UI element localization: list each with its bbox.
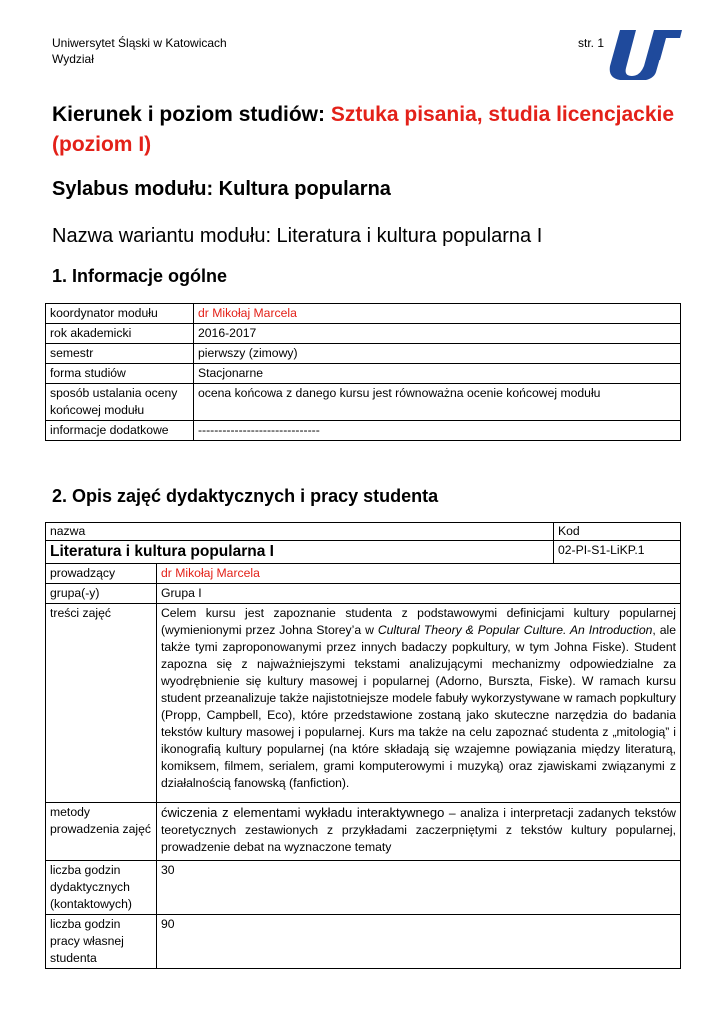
- row-key: treści zajęć: [46, 604, 157, 803]
- row-value: ------------------------------: [194, 421, 681, 441]
- university-logo-icon: [606, 26, 684, 82]
- field-prefix: Kierunek i poziom studiów:: [52, 103, 331, 126]
- row-key: metody prowadzenia zajęć: [46, 803, 157, 861]
- table-row: [46, 384, 681, 421]
- row-value: 2016-2017: [194, 324, 681, 344]
- table-row: [46, 541, 681, 564]
- section1-heading: 1. Informacje ogólne: [52, 266, 228, 286]
- content-text-part1: Celem kursu jest zapoznanie studenta z podstawowymi definicjami kultury popularnej (wymienionymi przez Johna Storey’a w: [161, 606, 676, 637]
- field-of-study-heading: [52, 100, 692, 160]
- table-row: [46, 604, 681, 803]
- variant-heading: Nazwa wariantu modułu: Literatura i kultura popularna I: [52, 225, 543, 247]
- syllabus-heading: Sylabus modułu: Kultura popularna: [52, 178, 391, 200]
- row-key: rok akademicki: [46, 324, 194, 344]
- department-name: Wydział: [52, 52, 94, 66]
- course-name: Literatura i kultura popularna I: [46, 541, 554, 564]
- methods-value: [157, 803, 681, 861]
- content-book-title: Cultural Theory & Popular Culture. An Introduction: [377, 623, 653, 637]
- row-key: sposób ustalania oceny końcowej modułu: [46, 384, 194, 421]
- table-row: [46, 861, 681, 915]
- row-key: liczba godzin dydaktycznych (kontaktowych): [46, 861, 157, 915]
- row-key: semestr: [46, 344, 194, 364]
- course-content-value: [157, 604, 681, 803]
- content-text-part2: , ale także tymi zaproponowanymi przez innych badaczy popkultury, w tym Johna Fiske). Student zapozna się z najważniejszymi tekstami analizującymi mechanizmy odpowiedzialne za wyodrębnienie się kultury masowej i popularnej (Adorno, Burszta, Fiske). W ramach kursu student przeanalizuje także najistotniejsze modele fabuły wykorzystywane w ramach popkultury (Propp, Campbell, Eco), które przedstawione zostaną jako skuteczne narzędzia do badania tekstów kultury masowej i popularnej. Kurs ma także na celu zapoznać studenta z „mitologią” i ikonografią kultury popularnej (na które składają się wzajemne powiązania między literaturą, komiksem, filmem, serialem, grami komputerowymi i muzyką) oraz zjawiskami związanymi z działalnością fanowską (fanfiction).: [161, 623, 676, 790]
- row-value: Stacjonarne: [194, 364, 681, 384]
- general-info-table: [45, 303, 681, 441]
- instructor-value: dr Mikołaj Marcela: [157, 564, 681, 584]
- table-row: [46, 324, 681, 344]
- table-row: [46, 421, 681, 441]
- course-description-table: [45, 522, 681, 969]
- row-key: prowadzący: [46, 564, 157, 584]
- table-row: [46, 344, 681, 364]
- page-number: str. 1: [578, 36, 605, 50]
- table-row: [46, 915, 681, 969]
- code-label: Kod: [554, 523, 681, 541]
- table-row: [46, 523, 681, 541]
- coordinator-value: dr Mikołaj Marcela: [194, 304, 681, 324]
- table-row: [46, 803, 681, 861]
- row-value: pierwszy (zimowy): [194, 344, 681, 364]
- self-study-hours-value: 90: [157, 915, 681, 969]
- row-key: liczba godzin pracy własnej studenta: [46, 915, 157, 969]
- name-label: nazwa: [46, 523, 554, 541]
- methods-rest: – analiza i interpretacji zadanych tekstów teoretycznych zestawionych z przykładami zaczerpniętymi z tekstów kultury popularnej, prowadzenie debat na wyznaczone tematy: [161, 806, 676, 854]
- methods-lead: ćwiczenia z elementami wykładu interaktywnego: [161, 805, 445, 820]
- university-name: Uniwersytet Śląski w Katowicach: [52, 36, 227, 50]
- row-value: Grupa I: [157, 584, 681, 604]
- page-header-left: [52, 35, 227, 67]
- table-row: [46, 584, 681, 604]
- row-key: forma studiów: [46, 364, 194, 384]
- table-row: [46, 304, 681, 324]
- row-value: ocena końcowa z danego kursu jest równoważna ocenie końcowej modułu: [194, 384, 681, 421]
- section2-heading: 2. Opis zajęć dydaktycznych i pracy studenta: [52, 486, 439, 506]
- course-code: 02-PI-S1-LiKP.1: [554, 541, 681, 564]
- field-value: Sztuka pisania, studia licencjackie (poziom I): [52, 103, 675, 156]
- contact-hours-value: 30: [157, 861, 681, 915]
- table-row: [46, 564, 681, 584]
- row-key: koordynator modułu: [46, 304, 194, 324]
- table-row: [46, 364, 681, 384]
- row-key: informacje dodatkowe: [46, 421, 194, 441]
- row-key: grupa(-y): [46, 584, 157, 604]
